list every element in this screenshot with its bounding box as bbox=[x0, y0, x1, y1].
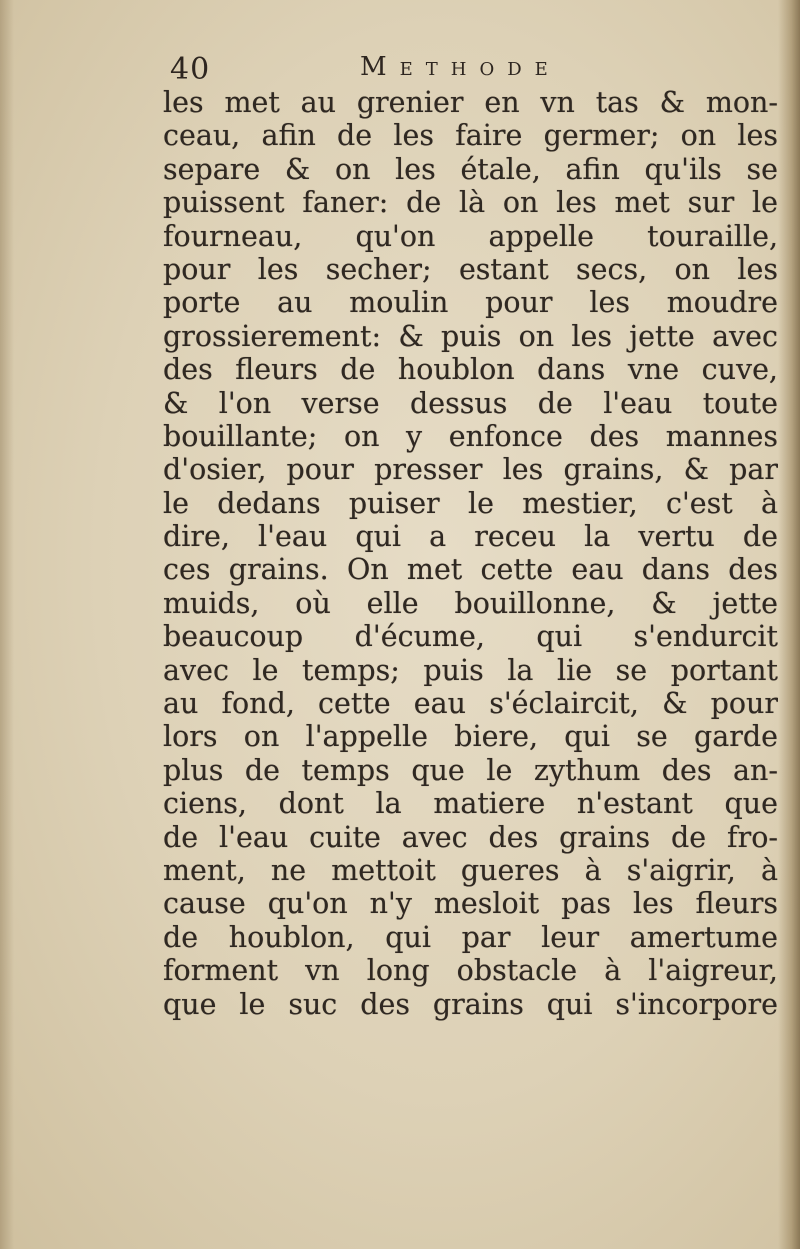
text-line: au fond, cette eau s'éclaircit, & pour bbox=[163, 687, 778, 721]
text-line: pour les secher; estant secs, on les bbox=[163, 252, 778, 286]
text-line: lors on l'appelle biere, qui se garde bbox=[163, 720, 778, 754]
text-line: ment, ne mettoit gueres à s'aigrir, à bbox=[163, 853, 778, 887]
text-line: plus de temps que le zythum des an- bbox=[163, 753, 778, 787]
text-line: ces grains. On met cette eau dans des bbox=[163, 553, 778, 587]
text-line: grossierement: & puis on les jette avec bbox=[163, 319, 778, 353]
text-line: cause qu'on n'y mesloit pas les fleurs bbox=[163, 887, 778, 921]
text-line: separe & on les étale, afin qu'ils se bbox=[163, 152, 778, 186]
text-line: de houblon, qui par leur amertume bbox=[163, 920, 778, 954]
page-left-edge bbox=[0, 0, 14, 1249]
text-line: & l'on verse dessus de l'eau toute bbox=[163, 386, 778, 420]
page-number: 40 bbox=[170, 52, 211, 87]
text-line: dire, l'eau qui a receu la vertu de bbox=[163, 520, 778, 554]
text-line: porte au moulin pour les moudre bbox=[163, 286, 778, 320]
text-line: beaucoup d'écume, qui s'endurcit bbox=[163, 620, 778, 654]
text-line: fourneau, qu'on appelle touraille, bbox=[163, 219, 778, 253]
text-line: forment vn long obstacle à l'aigreur, bbox=[163, 954, 778, 988]
page-gutter-shadow bbox=[778, 0, 800, 1249]
text-line: avec le temps; puis la lie se portant bbox=[163, 653, 778, 687]
text-line: des fleurs de houblon dans vne cuve, bbox=[163, 353, 778, 387]
text-line: ceau, afin de les faire germer; on les bbox=[163, 119, 778, 153]
text-line: le dedans puiser le mestier, c'est à bbox=[163, 486, 778, 520]
text-line: bouillante; on y enfonce des mannes bbox=[163, 419, 778, 453]
running-head: Methode bbox=[360, 52, 561, 82]
text-line: muids, où elle bouillonne, & jette bbox=[163, 586, 778, 620]
text-line: de l'eau cuite avec des grains de fro- bbox=[163, 820, 778, 854]
text-line: ciens, dont la matiere n'estant que bbox=[163, 787, 778, 821]
body-text bbox=[163, 86, 778, 1021]
text-line: puissent faner: de là on les met sur le bbox=[163, 186, 778, 220]
text-line: les met au grenier en vn tas & mon- bbox=[163, 86, 778, 119]
text-line: que le suc des grains qui s'incorpore bbox=[163, 987, 778, 1021]
text-line: d'osier, pour presser les grains, & par bbox=[163, 453, 778, 487]
